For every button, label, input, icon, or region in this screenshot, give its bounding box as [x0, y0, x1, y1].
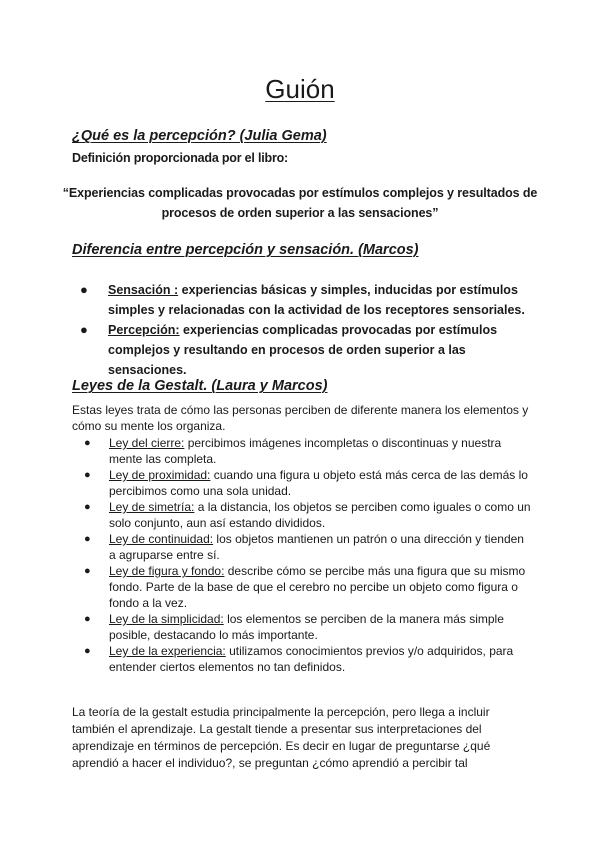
quote-line-2: procesos de orden superior a las sensaciones”: [161, 206, 439, 220]
law-name: Ley de simetría:: [109, 500, 195, 514]
list-item: [72, 643, 532, 675]
quote-line-1: “Experiencias complicadas provocadas por estímulos complejos y resultados de: [62, 186, 538, 200]
gestalt-intro: Estas leyes trata de cómo las personas perciben de diferente manera los elementos y cómo su mente los organiza.: [72, 403, 529, 433]
list-item: [72, 320, 542, 380]
list-item: [72, 563, 532, 611]
closing-paragraph: La teoría de la gestalt estudia principalmente la percepción, pero llega a incluir también el aprendizaje. La gestalt tiende a presentar sus interpretaciones del aprendizaje en términos de percepción. Es decir en lugar de preguntarse ¿qué aprendió a hacer el individuo?, se preguntan ¿cómo aprendió a percibir tal: [72, 705, 491, 770]
law-name: Ley de continuidad:: [109, 532, 214, 546]
gestalt-laws-list: [72, 435, 532, 675]
section-heading-percepcion: ¿Qué es la percepción? (Julia Gema): [72, 128, 327, 144]
law-description: describe cómo se percibe más una figura que su mismo fondo. Parte de la base de que el cerebro no percibe un objeto como figura o fondo a la vez.: [109, 564, 526, 610]
section-heading-gestalt: Leyes de la Gestalt. (Laura y Marcos): [72, 378, 328, 394]
list-item: [72, 467, 532, 499]
definition-quote: [60, 183, 540, 223]
law-description: utilizamos conocimientos previos y/o adquiridos, para entender ciertos elementos no tan definidos.: [109, 644, 514, 674]
list-item: [72, 435, 532, 467]
law-description: los objetos mantienen un patrón o una dirección y tienden a agruparse entre sí.: [109, 532, 524, 562]
bullet-icon: ●: [84, 437, 91, 449]
law-name: Ley de la experiencia:: [109, 644, 226, 658]
law-description: cuando una figura u objeto está más cerca de las demás lo percibimos como una sola unidad.: [109, 468, 528, 498]
difference-list: [72, 280, 542, 380]
bullet-icon: ●: [84, 645, 91, 657]
law-description: percibimos imágenes incompletas o discontinuas y nuestra mente las completa.: [109, 436, 502, 466]
bullet-icon: ●: [84, 565, 91, 577]
bullet-icon: ●: [80, 282, 88, 297]
section-heading-diferencia: Diferencia entre percepción y sensación. (Marcos): [72, 242, 419, 258]
law-name: Ley de la simplicidad:: [109, 612, 224, 626]
bullet-icon: ●: [84, 533, 91, 545]
list-item: [72, 280, 542, 320]
law-name: Ley de proximidad:: [109, 468, 211, 482]
page-title: Guión: [265, 74, 335, 104]
bullet-icon: ●: [84, 469, 91, 481]
law-name: Ley del cierre:: [109, 436, 185, 450]
list-item: [72, 531, 532, 563]
list-item: [72, 499, 532, 531]
law-description: a la distancia, los objetos se perciben como iguales o como un solo conjunto, aun así estando divididos.: [109, 500, 531, 530]
term-definition: experiencias complicadas provocadas por estímulos complejos y resultando en procesos de orden superior a las sensaciones.: [108, 323, 498, 377]
term-label: Sensación :: [108, 283, 179, 297]
term-label: Percepción:: [108, 323, 180, 337]
bullet-icon: ●: [80, 322, 88, 337]
bullet-icon: ●: [84, 613, 91, 625]
term-definition: experiencias básicas y simples, inducidas por estímulos simples y relacionadas con la actividad de los receptores sensoriales.: [108, 283, 525, 317]
law-name: Ley de figura y fondo:: [109, 564, 225, 578]
list-item: [72, 611, 532, 643]
definition-label: Definición proporcionada por el libro:: [72, 151, 289, 165]
bullet-icon: ●: [84, 501, 91, 513]
law-description: los elementos se perciben de la manera más simple posible, destacando lo más importante.: [109, 612, 504, 642]
